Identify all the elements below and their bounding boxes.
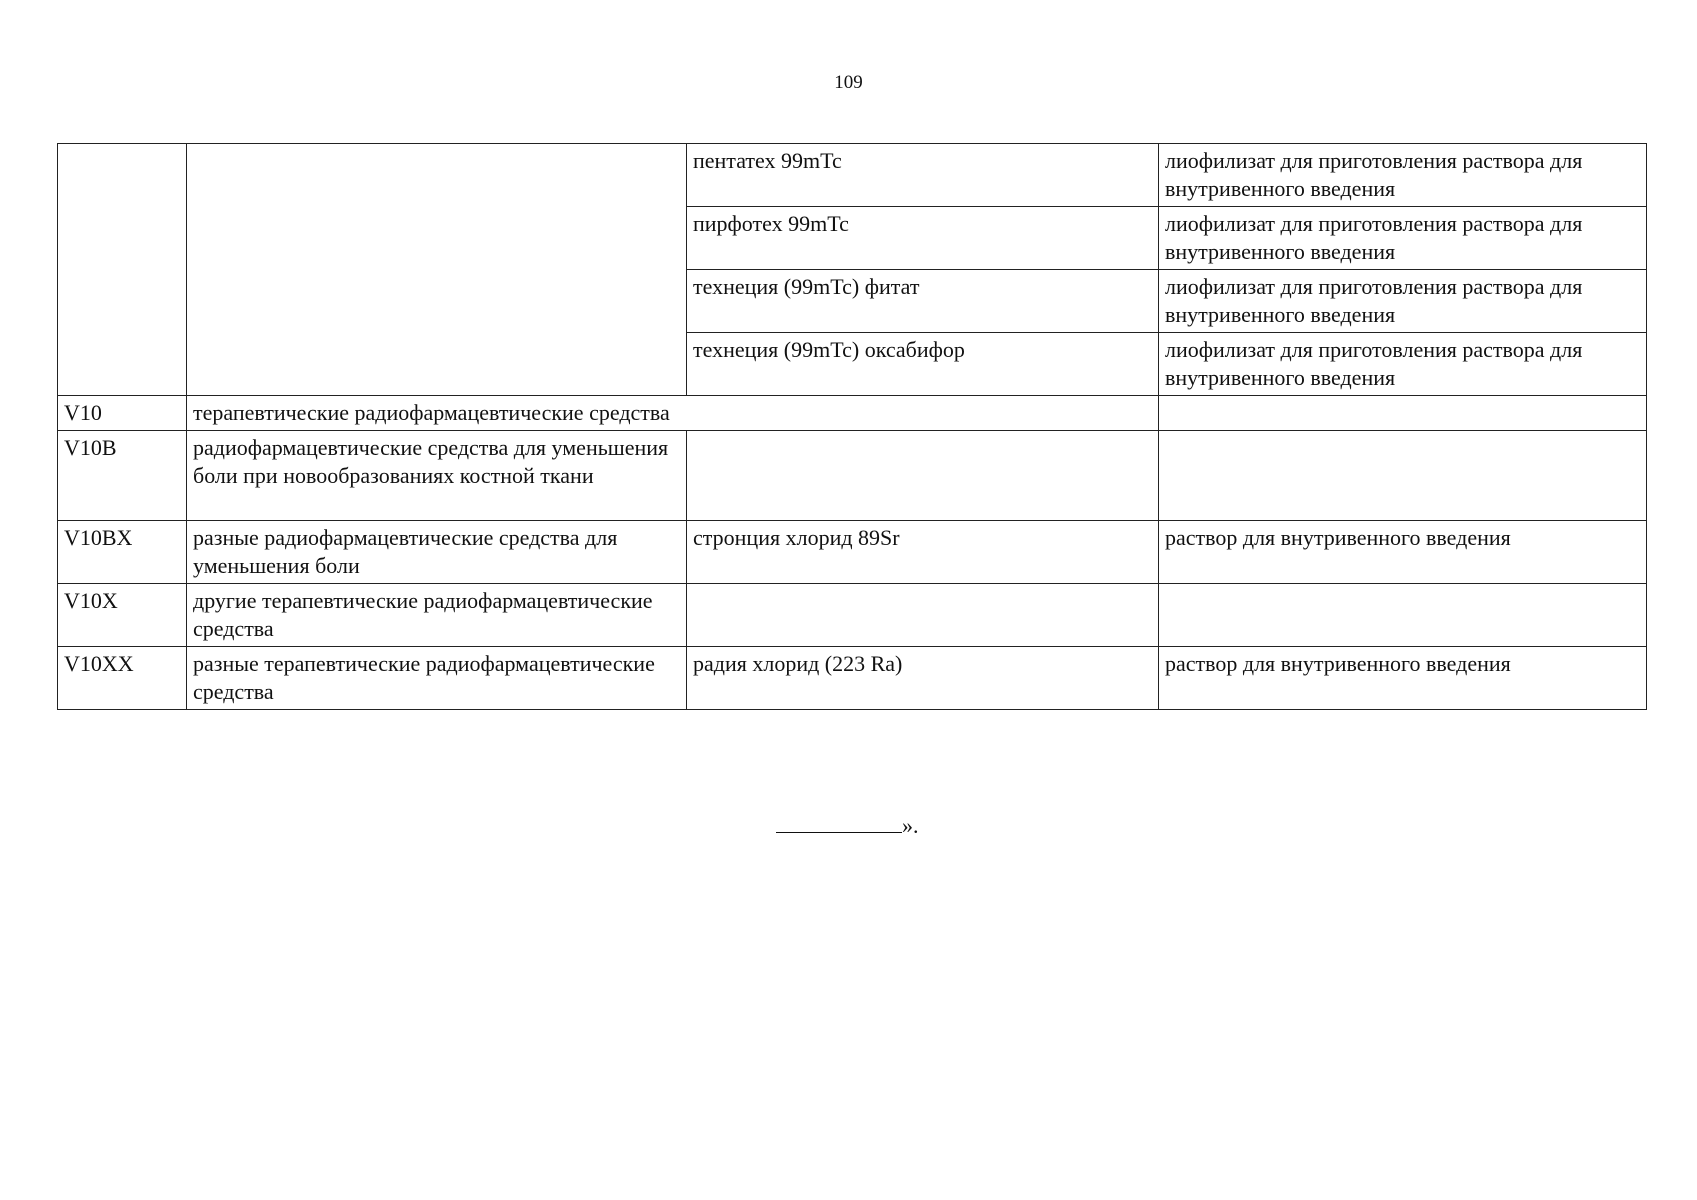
drug-cell — [687, 584, 1159, 647]
code-cell: V10 — [58, 396, 187, 431]
drug-cell: радия хлорид (223 Ra) — [687, 647, 1159, 710]
name-cell: терапевтические радиофармацевтические средства — [187, 396, 1159, 431]
table-row — [58, 431, 1647, 521]
page-number: 109 — [834, 72, 863, 93]
code-cell: V10B — [58, 431, 187, 521]
table-row — [58, 144, 1647, 207]
closing-mark — [776, 806, 919, 839]
drug-cell: технеция (99mTc) фитат — [687, 270, 1159, 333]
drug-cell: пирфотех 99mTc — [687, 207, 1159, 270]
form-cell: раствор для внутривенного введения — [1159, 647, 1647, 710]
form-cell: лиофилизат для приготовления раствора для внутривенного введения — [1159, 270, 1647, 333]
form-cell — [1159, 584, 1647, 647]
code-cell: V10XX — [58, 647, 187, 710]
drug-cell: пентатех 99mTc — [687, 144, 1159, 207]
form-cell: лиофилизат для приготовления раствора для внутривенного введения — [1159, 333, 1647, 396]
drug-cell: технеция (99mTc) оксабифор — [687, 333, 1159, 396]
form-cell: раствор для внутривенного введения — [1159, 521, 1647, 584]
code-cell — [58, 144, 187, 396]
table-row-group — [58, 396, 1647, 431]
name-cell: разные радиофармацевтические средства для уменьшения боли — [187, 521, 687, 584]
form-cell — [1159, 431, 1647, 521]
table-row — [58, 584, 1647, 647]
closing-quote: ». — [902, 813, 919, 838]
drug-table — [57, 143, 1647, 710]
form-cell — [1159, 396, 1647, 431]
table-row — [58, 521, 1647, 584]
name-cell: радиофармацевтические средства для уменьшения боли при новообразованиях костной ткани — [187, 431, 687, 521]
blank-line — [776, 806, 902, 833]
table-row — [58, 647, 1647, 710]
name-cell — [187, 144, 687, 396]
form-cell: лиофилизат для приготовления раствора для внутривенного введения — [1159, 207, 1647, 270]
drug-cell: стронция хлорид 89Sr — [687, 521, 1159, 584]
form-cell: лиофилизат для приготовления раствора для внутривенного введения — [1159, 144, 1647, 207]
code-cell: V10BX — [58, 521, 187, 584]
name-cell: разные терапевтические радиофармацевтические средства — [187, 647, 687, 710]
code-cell: V10X — [58, 584, 187, 647]
name-cell: другие терапевтические радиофармацевтические средства — [187, 584, 687, 647]
drug-cell — [687, 431, 1159, 521]
